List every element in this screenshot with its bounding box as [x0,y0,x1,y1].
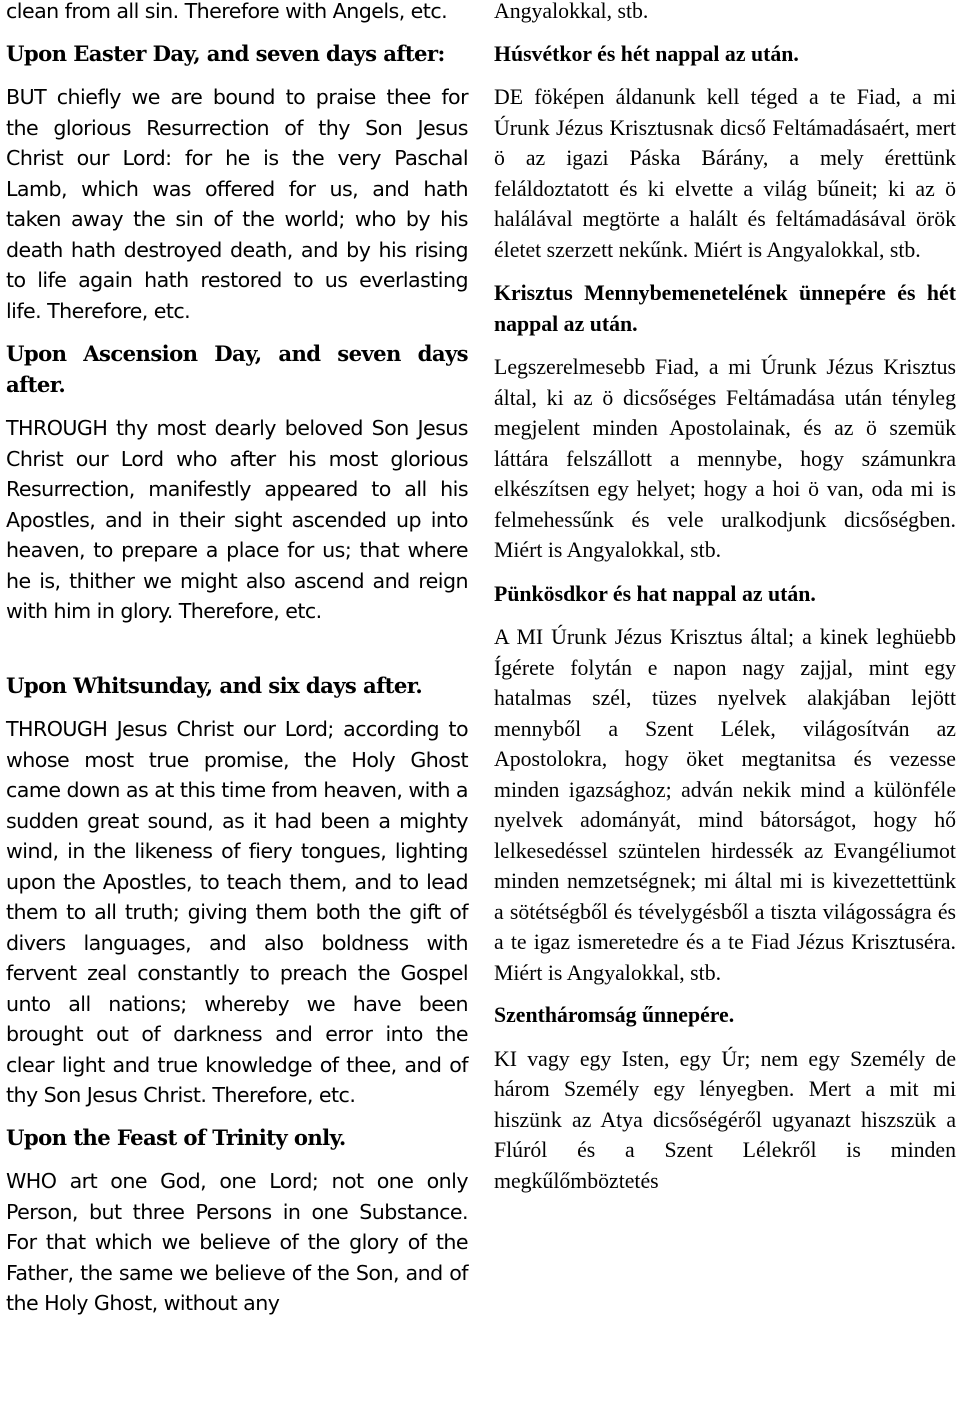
hungarian-whitsunday-text: A MI Úrunk Jézus Krisztus által; a kinek leghüebb Ígérete folytán e napon nagy zajjal, mint egy hatalmas szél, tüzes nyelvek alakjában lejött mennyből a Szent Lélek, világosítván az Apostolokra, hogy öket megtanitsa és vezesse minden igazsághoz; adván nekik mind a különféle nyelvek adományát, mind bátorságot, hogy hő lelkesedéssel szüntelen hirdessék az Evangéliumot minden nemzetségnek; mi által mi is kivezettettünk a sötétségből és tévelygésből a tiszta világosságra és a te igaz ismeretedre és a te Fiad Jézus Krisztuséra. Miért is Angyalokkal, stb. [494,625,956,985]
hungarian-intro-tail: Angyalokkal, stb. [494,0,649,23]
hungarian-easter-heading: Húsvétkor és hét nappal az után. [494,41,799,66]
english-whitsunday-text: THROUGH Jesus Christ our Lord; according to whose most true promise, the Holy Ghost came down as at this time from heaven, with a sudden great sound, as it had been a mighty wind, in the likeness of fiery tongues, lighting upon the Apostles, to teach them, and to lead them to all truth; giving them both the gift of divers languages, and also boldness with fervent zeal constantly to preach the Gospel unto all nations; whereby we have been brought out of darkness and error into the clear light and true knowledge of thee, and of thy Son Jesus Christ. Therefore, etc. [6,717,468,1107]
english-column [6,0,468,1319]
hungarian-ascension-heading: Krisztus Mennybemenetelének ünnepére és hét nappal az után. [494,281,956,336]
hungarian-easter-text: DE föképen áldanunk kell téged a te Fiad, a mi Úrunk Jézus Krisztusnak dicső Feltámadásaért, mert ö az igazi Páska Bárány, a mely érettünk feláldoztatott és ki elvette a világ bűneit; ki az ö halálával megtörte a halált és feltámadásával örök életet szerzett nekűnk. Miért is Angyalokkal, stb. [494,85,956,262]
hungarian-whitsunday-heading: Pünkösdkor és hat nappal az után. [494,581,816,606]
hungarian-trinity-heading: Szentháromság űnnepére. [494,1003,735,1027]
english-intro-tail: clean from all sin. Therefore with Angels, etc. [6,0,448,23]
hungarian-trinity-text: KI vagy egy Isten, egy Úr; nem egy Személy de három Személy egy lényegben. Mert a mit mi hiszünk az Atya dicsőségéről ugyanazt hiszszük a Flúról és a Szent Lélekről is minden megkűlőmböztetés [494,1046,956,1193]
english-easter-text: BUT chiefly we are bound to praise thee for the glorious Resurrection of thy Son Jesus Christ our Lord: for he is the very Paschal Lamb, which was offered for us, and hath taken away the sin of the world; who by his death hath destroyed death, and by his rising to life again hath restored to us everlasting life. Therefore, etc. [6,85,468,323]
english-trinity-heading: Upon the Feast of Trinity only. [6,1124,346,1150]
english-trinity-text: WHO art one God, one Lord; not one only Person, but three Persons in one Substance. For that which we believe of the glory of the Father, the same we believe of the Son, and of the Holy Ghost, without any [6,1169,468,1315]
english-whitsunday-heading: Upon Whitsunday, and six days after. [6,672,423,698]
english-ascension-text: THROUGH thy most dearly beloved Son Jesus Christ our Lord who after his most glorious Resurrection, manifestly appeared to all his Apostles, and in their sight ascended up into heaven, to prepare a place for us; that where he is, thither we might also ascend and reign with him in glory. Therefore, etc. [6,416,468,623]
hungarian-ascension-text: Legszerelmesebb Fiad, a mi Úrunk Jézus Krisztus által, ki az ö dicsőséges Feltámadása után tényleg megjelent minden Apostolainak, és az ö szemük láttára felszállott a mennybe, hogy számunkra elkészítsen egy helyet; hogy a hoi ö van, oda mi is felmehessűnk és vele uralkodjunk dicsőségben. Miért is Angyalokkal, stb. [494,355,956,562]
english-ascension-heading: Upon Ascension Day, and seven days after. [6,341,468,397]
hungarian-column [494,0,956,1196]
english-easter-heading: Upon Easter Day, and seven days after: [6,40,445,66]
